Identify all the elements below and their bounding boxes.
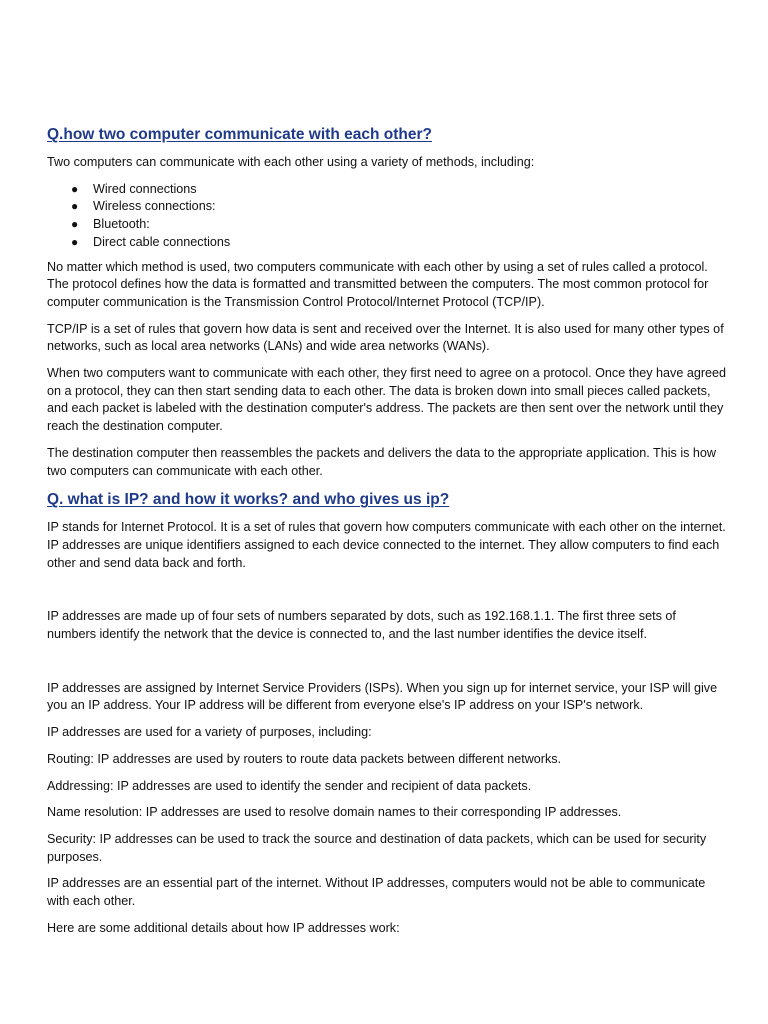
- paragraph-packets: When two computers want to communicate with each other, they first need to agree on a protocol. Once they have agreed on a protocol, they can then start sending data to each other. The data is broken down into small pieces called packets, and each packet is labeled with the destination computer's address. The packets are then sent over the network until they reach the destination computer.: [47, 366, 727, 434]
- paragraph-intro: Two computers can communicate with each other using a variety of methods, including:: [47, 155, 535, 169]
- paragraph-ip-format: IP addresses are made up of four sets of numbers separated by dots, such as 192.168.1.1. The first three sets of numbers identify the network that the device is connected to, and the last number identifies the device itself.: [47, 609, 676, 642]
- paragraph-tcpip: TCP/IP is a set of rules that govern how data is sent and received over the Internet. It is also used for many other types of networks, such as local area networks (LANs) and wide area networks (WANs).: [47, 321, 724, 354]
- methods-list: [47, 181, 727, 252]
- bullet-icon: ●: [71, 234, 79, 249]
- paragraph-use-name-resolution: Name resolution: IP addresses are used to resolve domain names to their corresponding IP addresses.: [47, 805, 622, 820]
- paragraph-details: Here are some additional details about how IP addresses work:: [47, 920, 400, 935]
- paragraph-use-routing: Routing: IP addresses are used by routers to route data packets between different networks.: [47, 751, 562, 766]
- paragraph-uses-intro: IP addresses are used for a variety of purposes, including:: [47, 725, 372, 740]
- bullet-icon: ●: [71, 217, 79, 232]
- paragraph-use-security: Security: IP addresses can be used to track the source and destination of data packets, which can be used for security purposes.: [47, 831, 707, 864]
- paragraph-use-addressing: Addressing: IP addresses are used to identify the sender and recipient of data packets.: [47, 778, 532, 793]
- list-item: ● Wired connections: [47, 181, 727, 199]
- paragraph-essential: IP addresses are an essential part of the internet. Without IP addresses, computers would not be able to communicate with each other.: [47, 876, 706, 909]
- paragraph-reassemble: The destination computer then reassembles the packets and delivers the data to the appropriate application. This is how two computers can communicate with each other.: [47, 445, 717, 478]
- list-item: ● Direct cable connections: [47, 234, 727, 252]
- paragraph-protocol: No matter which method is used, two computers communicate with each other by using a set of rules called a protocol. The protocol defines how the data is formatted and transmitted between the computers. The most common protocol for computer communication is the Transmission Control Protocol/Internet Protocol (TCP/IP).: [47, 259, 709, 309]
- spacer: [47, 581, 727, 608]
- document-page: [47, 124, 727, 947]
- spacer: [47, 653, 727, 680]
- paragraph-ip-assigned: IP addresses are assigned by Internet Service Providers (ISPs). When you sign up for internet service, your ISP will give you an IP address. Your IP address will be different from everyone else's IP address on your ISP's network.: [47, 680, 718, 713]
- paragraph-ip-stands: IP stands for Internet Protocol. It is a set of rules that govern how computers communicate with each other on the internet. IP addresses are unique identifiers assigned to each device connected to the internet. They allow computers to find each other and send data back and forth.: [47, 520, 726, 570]
- bullet-icon: ●: [71, 199, 79, 214]
- section-heading-ip: Q. what is IP? and how it works? and who gives us ip?: [47, 491, 450, 509]
- list-item: ● Wireless connections:: [47, 198, 727, 216]
- bullet-icon: ●: [71, 181, 79, 196]
- list-item: ● Bluetooth:: [47, 216, 727, 234]
- section-heading-communication: Q.how two computer communicate with each other?: [47, 126, 432, 143]
